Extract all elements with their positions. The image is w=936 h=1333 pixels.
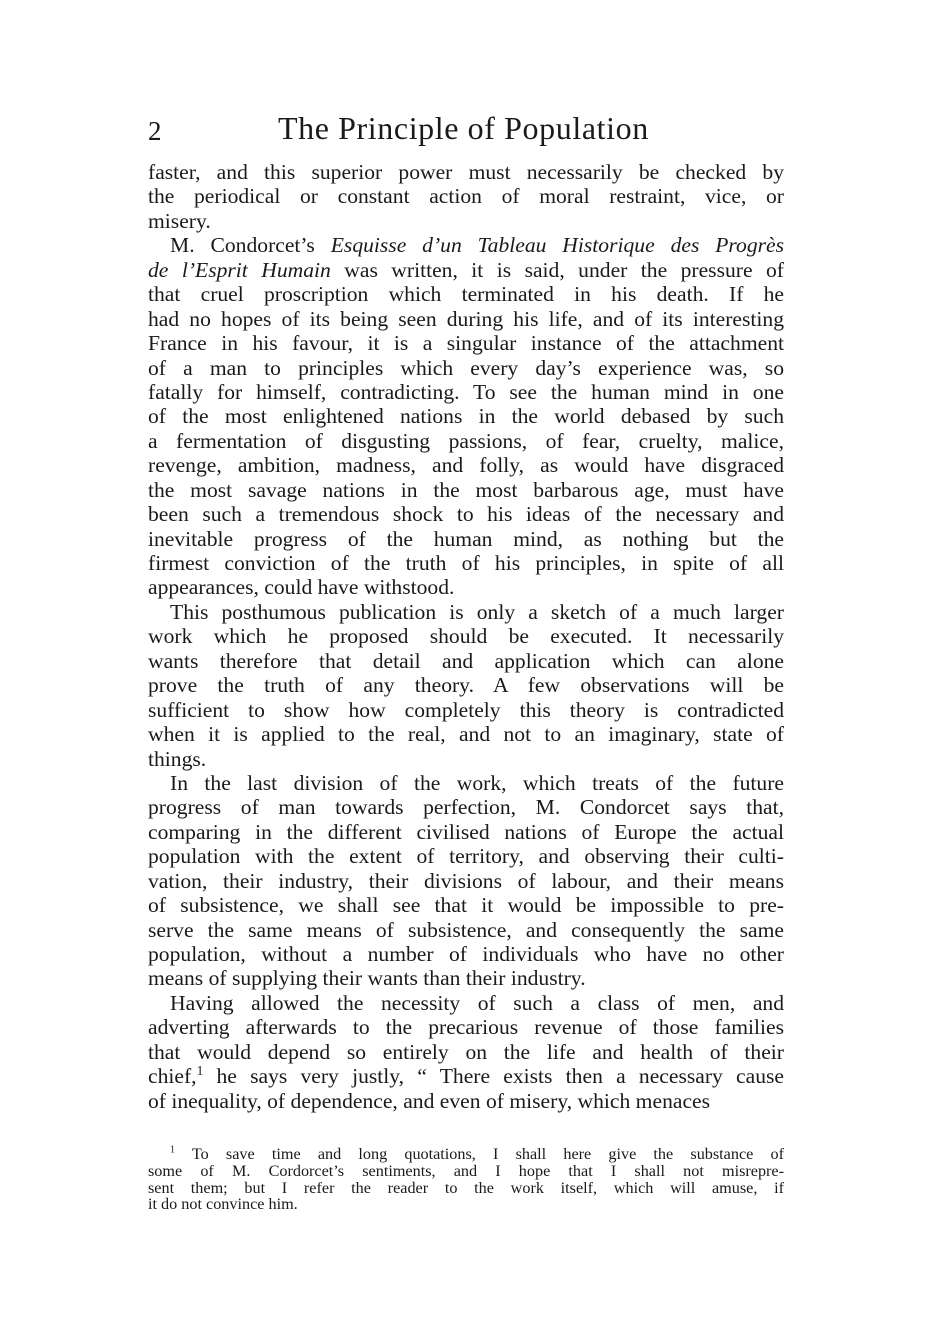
footnote-line: some of M. Cordorcet’s sentiments, and I hope that I shall not misrepre- (148, 1161, 784, 1180)
body-text (148, 160, 784, 1113)
text-line: population with the extent of territory, and observing their culti- (148, 844, 784, 869)
text-line: work which he proposed should be executed. It necessarily (148, 624, 784, 649)
text-line: M. Condorcet’s Esquisse d’un Tableau Historique des Progrès (170, 233, 785, 258)
footnote-line: $^1$ To save time and long quotations, I shall here give the substance of (170, 1144, 784, 1163)
text-line: wants therefore that detail and application which can alone (148, 648, 784, 673)
text-line: vation, their industry, their divisions of labour, and their means (148, 868, 784, 893)
text-line: sufficient to show how completely this theory is contradicted (148, 697, 784, 722)
text-line: when it is applied to the real, and not to an imaginary, state of (148, 722, 784, 747)
text-line: firmest conviction of the truth of his principles, in spite of all (148, 551, 784, 575)
text-line: things. (148, 746, 207, 771)
italic-title: Esquisse d’un Tableau Historique des Progrès (330, 233, 785, 258)
text-line: serve the same means of subsistence, and consequently the same (148, 917, 784, 942)
footnote-line: sent them; but I refer the reader to the work itself, which will amuse, if (148, 1178, 784, 1197)
italic-title: de l’Esprit Humain (148, 257, 331, 282)
page-number: 2 (148, 116, 162, 146)
paragraph (148, 991, 784, 1113)
text-line: misery. (148, 208, 211, 233)
text-line: progress of man towards perfection, M. Condorcet says that, (148, 795, 784, 820)
text-line: de l’Esprit Humain was written, it is said, under the pressure of (148, 257, 784, 282)
text-line: a fermentation of disgusting passions, of fear, cruelty, malice, (148, 428, 784, 453)
text-line: prove the truth of any theory. A few observations will be (148, 673, 784, 698)
footnote-line: it do not convince him. (148, 1195, 298, 1214)
text-line: means of supplying their wants than their industry. (148, 966, 586, 991)
paragraph (148, 160, 784, 233)
text-line: the periodical or constant action of moral restraint, vice, or (148, 184, 784, 209)
text-line: This posthumous publication is only a sketch of a much larger (170, 599, 784, 624)
text-line: comparing in the different civilised nations of Europe the actual (148, 819, 784, 844)
text-line: France in his favour, it is a singular instance of the attachment (148, 331, 784, 356)
footnote-marker: 1 (196, 1063, 204, 1078)
page-header (148, 110, 788, 150)
text-line: fatally for himself, contradicting. To see the human mind in one (148, 379, 784, 404)
text-line: Having allowed the necessity of such a class of men, and (170, 990, 784, 1015)
text-line: had no hopes of its being seen during his life, and of its interesting (148, 306, 784, 331)
paragraph (148, 233, 784, 600)
text-line: inevitable progress of the human mind, as nothing but the (148, 526, 784, 551)
running-head: The Principle of Population (278, 110, 649, 146)
text-line: appearances, could have withstood. (148, 575, 455, 600)
text-line: of subsistence, we shall see that it would be impossible to pre- (148, 893, 784, 918)
text-line: faster, and this superior power must necessarily be checked by (148, 160, 784, 184)
text-line: that would depend so entirely on the life and health of their (148, 1039, 784, 1064)
text-line: that cruel proscription which terminated in his death. If he (148, 282, 784, 307)
footnote (148, 1146, 784, 1213)
text-line: been such a tremendous shock to his ideas of the necessary and (148, 502, 784, 527)
text-line: of the most enlightened nations in the world debased by such (148, 404, 784, 429)
text-line: adverting afterwards to the precarious revenue of those families (148, 1015, 784, 1040)
text-line: of a man to principles which every day’s experience was, so (148, 355, 784, 380)
text-line: revenge, ambition, madness, and folly, as would have disgraced (148, 453, 784, 478)
paragraph (148, 600, 784, 771)
footnote-marker: 1 (170, 1144, 176, 1156)
paragraph (148, 771, 784, 991)
text-line: chief,$^1$ he says very justly, “ There exists then a necessary cause (148, 1063, 784, 1089)
text-line: the most savage nations in the most barbarous age, must have (148, 477, 784, 502)
text-line: population, without a number of individuals who have no other (148, 942, 784, 966)
text-line: of inequality, of dependence, and even of misery, which menaces (148, 1088, 711, 1113)
text-line: In the last division of the work, which treats of the future (170, 770, 784, 795)
